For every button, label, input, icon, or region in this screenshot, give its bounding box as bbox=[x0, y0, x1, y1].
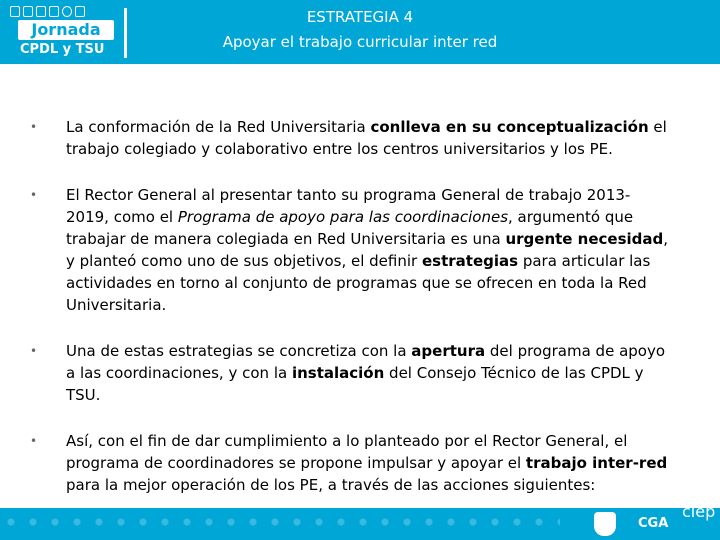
monitor-icon bbox=[49, 6, 59, 17]
calendar-icon bbox=[36, 6, 46, 17]
logo-cpdl-text: CPDL y TSU bbox=[20, 42, 105, 57]
book-icon bbox=[10, 6, 20, 17]
logo-icons bbox=[10, 6, 85, 17]
bullet-text: La conformación de la Red Universitaria conlleva en su conceptualización el trabajo colegiado y colaborativo entre los centros universitarios y los PE. bbox=[66, 118, 667, 158]
slide-subtitle: Apoyar el trabajo curricular inter red bbox=[222, 33, 498, 51]
bullet-dot-icon: • bbox=[30, 188, 38, 202]
grid-icon bbox=[23, 6, 33, 17]
cga-logo: CGA bbox=[638, 516, 669, 531]
ciep-logo: ciep bbox=[682, 502, 716, 521]
university-seal-icon bbox=[594, 512, 616, 536]
bullet-item bbox=[30, 340, 670, 406]
jornada-logo bbox=[6, 6, 131, 60]
bullet-dot-icon: • bbox=[30, 434, 38, 448]
header-bar bbox=[0, 0, 720, 64]
bullet-item bbox=[30, 116, 670, 160]
footer-bar bbox=[0, 502, 720, 540]
bullet-dot-icon: • bbox=[30, 344, 38, 358]
logo-divider bbox=[124, 8, 127, 58]
bullet-item bbox=[30, 430, 670, 496]
clock-icon bbox=[62, 6, 72, 17]
bullet-item bbox=[30, 184, 670, 316]
bullet-list bbox=[30, 106, 670, 496]
bullet-text: Así, con el fin de dar cumplimiento a lo planteado por el Rector General, el programa de coordinadores se propone impulsar y apoyar el trabajo inter-red para la mejor operación de los PE, a través de las acciones siguientes: bbox=[66, 432, 668, 494]
footer-pattern bbox=[0, 514, 560, 534]
bullet-text: Una de estas estrategias se concretiza con la apertura del programa de apoyo a las coordinaciones, y con la instalación del Consejo Técnico de las CPDL y TSU. bbox=[66, 342, 666, 404]
bullet-text: El Rector General al presentar tanto su programa General de trabajo 2013- 2019, como el Programa de apoyo para las coordinaciones, argumentó que trabajar de manera colegiada en Red Universitaria es una urgente necesidad, y planteó como uno de sus objetivos, el definir estrategias para articular las actividades en torno al conjunto de programas que se ofrecen en toda la Red Universitaria. bbox=[66, 186, 669, 314]
document-icon bbox=[75, 6, 85, 17]
slide-title: ESTRATEGIA 4 bbox=[306, 8, 414, 26]
logo-jornada-text: Jornada bbox=[18, 20, 114, 40]
bullet-dot-icon: • bbox=[30, 120, 38, 134]
